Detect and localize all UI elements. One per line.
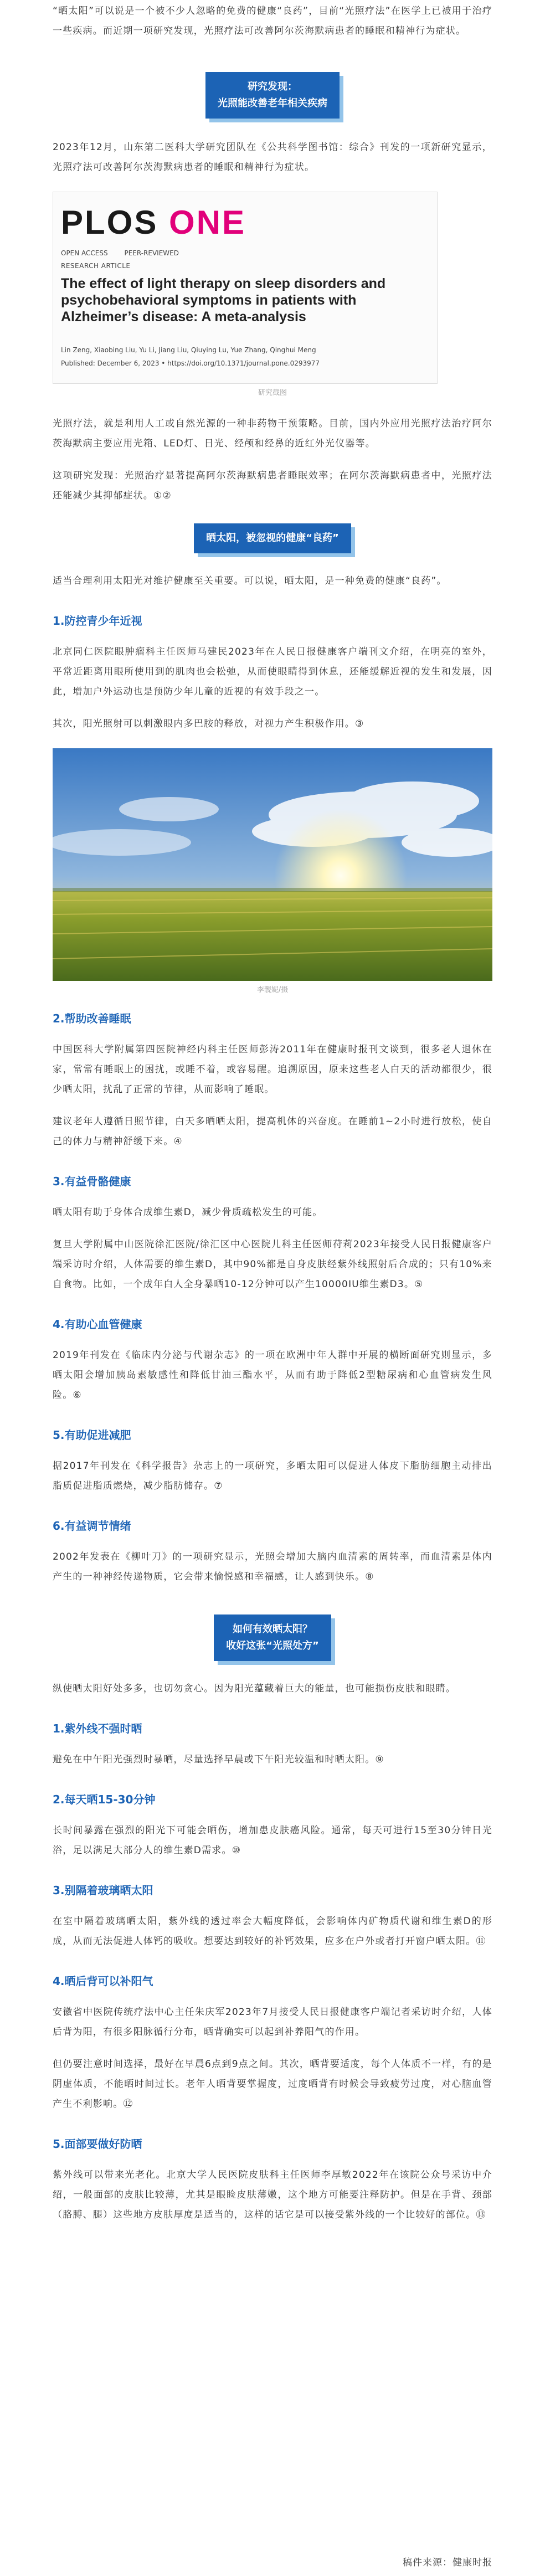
paper-title: The effect of light therapy on sleep disorders and psychobehavioral symptoms in patients with Alzheimer’s disease: A meta-analysis [61,276,386,325]
paragraph: 复旦大学附属中山医院徐汇医院/徐汇区中心医院儿科主任医师苻莉2023年接受人民日报健康客户端采访时介绍，人体需要的维生素D，其中90%都是自身皮肤经紫外线照射后合成的；只有10%来自食物。比如，一个成年白人全身暴晒10-12分钟可以产生10000IU维生素D3。⑤ [53,1239,492,1290]
section-heading: 5.有助促进减肥 [53,1428,131,1442]
source-credit: 稿件来源：健康时报 [403,2557,492,2568]
banner-sun [53,523,492,553]
tips-intro-paragraph: 纵使晒太阳好处多多，也切勿贪心。因为阳光蕴藏着巨大的能量，也可能损伤皮肤和眼睛。 [53,1683,456,1694]
section-heading: 5.面部要做好防晒 [53,2137,142,2151]
paragraph: 晒太阳有助于身体合成维生素D，减少骨质疏松发生的可能。 [53,1207,323,1218]
paragraph: 避免在中午阳光强烈时暴晒，尽量选择早晨或下午阳光较温和时晒太阳。⑨ [53,1754,384,1765]
section-heading: 2.帮助改善睡眠 [53,1012,131,1025]
section-heading: 3.有益骨骼健康 [53,1175,131,1188]
paragraph: 其次，阳光照射可以刺激眼内多巴胺的释放，对视力产生积极作用。③ [53,718,364,729]
paragraph: 安徽省中医院传统疗法中心主任朱庆军2023年7月接受人民日报健康客户端记者采访时介绍，人体后背为阳，有很多阳脉循行分布，晒背确实可以起到补养阳气的作用。 [53,2007,492,2038]
section-heading: 2.每天晒15-30分钟 [53,1793,156,1806]
banner-line: 光照能改善老年相关疾病 [218,97,327,109]
section-heading: 1.防控青少年近视 [53,614,142,628]
paragraph: 2019年刊发在《临床内分泌与代谢杂志》的一项在欧洲中年人群中开展的横断面研究则显示，多晒太阳会增加胰岛素敏感性和降低甘油三酯水平，从而有助于降低2型糖尿病和心血管病发生风险。⑥ [53,1350,492,1401]
study-paragraph: 2023年12月，山东第二医科大学研究团队在《公共科学图书馆：综合》刊发的一项新研究显示，光照疗法可改善阿尔茨海默病患者的睡眠和精神行为症状。 [53,142,492,173]
banner-research [53,72,492,119]
paragraph: 据2017年刊发在《科学报告》杂志上的一项研究，多晒太阳可以促进人体皮下脂肪细胞主动排出脂质促进脂质燃烧，减少脂肪储存。⑦ [53,1461,492,1492]
paragraph: 紫外线可以带来光老化。北京大学人民医院皮肤科主任医师李厚敏2022年在该院公众号采访中介绍，一般面部的皮肤比较薄，尤其是眼睑皮肤薄嫩，这个地方可能要注释防护。但是在手背、颈部（胳膊、腿）这些地方皮肤厚度是适当的，这样的话它是可以接受紫外线的一个比较好的部位。⑬ [53,2169,492,2220]
paragraph: 北京同仁医院眼肿瘤科主任医师马建民2023年在人民日报健康客户端刊文介绍，在明亮的室外，平常近距离用眼所使用到的肌肉也会松弛，从而使眼睛得到休息，还能缓解近视的发生和发展，因此，增加户外运动也是预防少年儿童的近视的有效手段之一。 [53,646,492,697]
paragraph: 长时间暴露在强烈的阳光下可能会晒伤，增加患皮肤癌风险。通常，每天可进行15至30分钟日光浴，足以满足大部分人的维生素D需求。⑩ [53,1825,492,1856]
result-paragraph: 这项研究发现：光照治疗显著提高阿尔茨海默病患者睡眠效率；在阿尔茨海默病患者中，光照疗法还能减少其抑郁症状。①② [53,470,492,501]
paragraph: 但仍要注意时间选择，最好在早晨6点到9点之间。其次，晒背要适度，每个人体质不一样，有的是阴虚体质，不能晒时间过长。老年人晒背要掌握度，过度晒背有时候会导致疲劳过度，对心脑血管产生不利影响。⑫ [53,2059,492,2110]
peer-reviewed-tag: PEER-REVIEWED [124,249,179,257]
plos-screenshot [53,192,438,384]
banner-box: 晒太阳，被忽视的健康“良药” [194,523,351,553]
plos-tags [61,249,193,257]
photo-caption: 李靓妮/摄 [256,986,289,994]
paragraph: 在室中隔着玻璃晒太阳，紫外线的透过率会大幅度降低，会影响体内矿物质代谢和维生素D的形成，从而无法促进人体钙的吸收。想要达到较好的补钙效果，应多在户外或者打开窗户晒太阳。⑪ [53,1916,492,1947]
therapy-paragraph: 光照疗法，就是利用人工或自然光源的一种非药物干预策略。目前，国内外应用光照疗法治疗阿尔茨海默病主要应用光箱、LED灯、日光、经颅和经鼻的近红外光仪器等。 [53,418,492,449]
banner-line: 研究发现： [248,81,297,92]
banner-how-to [53,1615,492,1661]
section-heading: 4.晒后背可以补阳气 [53,1975,153,1988]
section-heading: 1.紫外线不强时晒 [53,1722,142,1735]
article-type: RESEARCH ARTICLE [61,262,131,270]
sunset-field-photo [53,748,492,981]
section-heading: 4.有助心血管健康 [53,1318,142,1331]
photo-illustration [53,748,492,981]
paper-authors: Lin Zeng, Xiaobing Liu, Yu Li, Jiang Liu, Qiuying Lu, Yue Zhang, Qinghui Meng [61,346,316,354]
article-column [53,0,492,2225]
banner-line: 如何有效晒太阳？ [232,1623,312,1635]
sun-paragraph: 适当合理利用太阳光对维护健康至关重要。可以说，晒太阳，是一种免费的健康“良药”。 [53,575,447,587]
paragraph: 建议老年人遵循日照节律，白天多晒晒太阳，提高机体的兴奋度。在睡前1~2小时进行放松，使自己的体力与精神舒缓下来。④ [53,1116,492,1147]
banner-line: 收好这张“光照处方” [226,1640,319,1652]
section-heading: 3.别隔着玻璃晒太阳 [53,1884,153,1897]
section-heading: 6.有益调节情绪 [53,1519,131,1533]
plos-one-logo: PLOS ONE [61,204,246,241]
paragraph: 2002年发表在《柳叶刀》的一项研究显示，光照会增加大脑内血清素的周转率，而血清素是体内产生的一种神经传递物质，它会带来愉悦感和幸福感，让人感到快乐。⑧ [53,1551,492,1582]
banner-box [205,72,340,119]
paper-published: Published: December 6, 2023 • https://doi.org/10.1371/journal.pone.0293977 [61,359,320,367]
image-caption: 研究截图 [258,389,287,397]
banner-box [214,1615,331,1661]
intro-paragraph: “晒太阳”可以说是一个被不少人忽略的免费的健康“良药”，目前“光照疗法”在医学上已被用于治疗一些疾病。而近期一项研究发现，光照疗法可改善阿尔茨海默病患者的睡眠和精神行为症状。 [53,6,492,37]
paragraph: 中国医科大学附属第四医院神经内科主任医师彭涛2011年在健康时报刊文谈到，很多老人退休在家，常常有睡眠上的困扰，或睡不着，或容易醒。追溯原因，原来这些老人白天的活动都很少，很少晒太阳，扰乱了正常的节律，从而影响了睡眠。 [53,1044,492,1095]
open-access-tag: OPEN ACCESS [61,249,108,257]
